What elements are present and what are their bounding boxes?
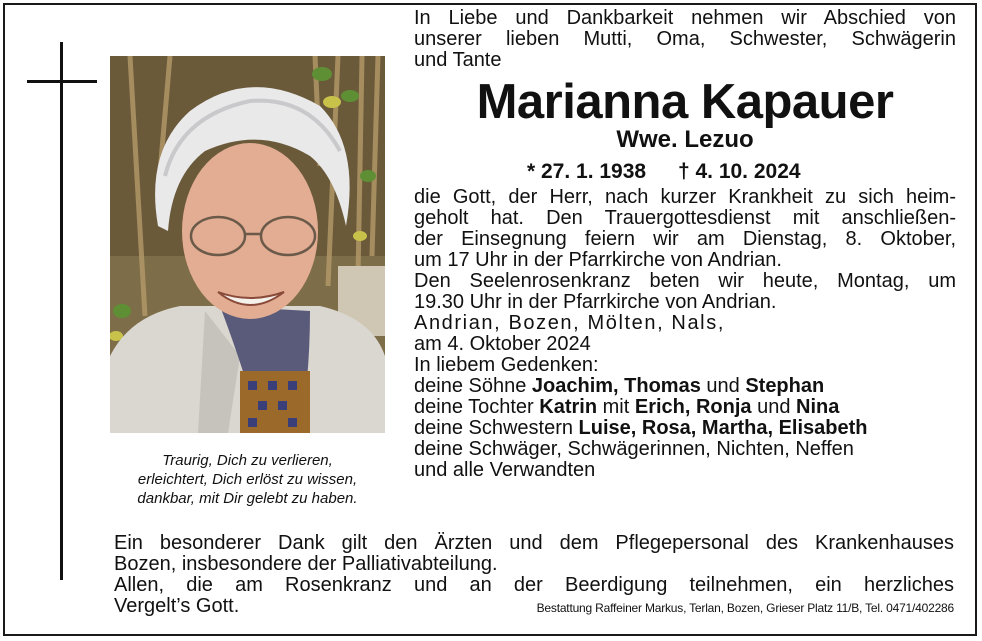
body-line: die Gott, der Herr, nach kurzer Krankheit zu sich heim- — [414, 186, 956, 208]
mourner-line-inlaws: deine Schwäger, Schwägerinnen, Nichten, Neffen — [414, 438, 854, 460]
body-line: der Einsegnung feiern wir am Dienstag, 8. Oktober, — [414, 228, 956, 250]
mourner-line-sisters — [414, 418, 956, 439]
funeral-home-imprint: Bestattung Raffeiner Markus, Terlan, Bozen, Grieser Platz 11/B, Tel. 0471/402286 — [536, 601, 954, 615]
intro-line: und Tante — [414, 49, 502, 71]
mourner-names: Stephan — [745, 375, 825, 397]
cross-vertical-bar — [60, 42, 63, 580]
mourner-connector: mit — [597, 396, 635, 418]
quote-line: dankbar, mit Dir gelebt zu haben. — [137, 490, 358, 507]
places-line: Andrian, Bozen, Mölten, Nals, — [414, 312, 725, 334]
intro-line: unserer lieben Mutti, Oma, Schwester, Schwägerin — [414, 28, 956, 50]
date-line: am 4. Oktober 2024 — [414, 333, 591, 355]
portrait-photo — [110, 56, 385, 433]
mourner-line-sons — [414, 376, 956, 397]
quote-line: erleichtert, Dich erlöst zu wissen, — [137, 471, 358, 488]
thanks-section — [114, 533, 954, 617]
thanks-line: Vergelt’s Gott. — [114, 595, 240, 617]
mourner-names: Erich, Ronja — [634, 396, 752, 418]
body-line: geholt hat. Den Trauergottesdienst mit anschließen- — [414, 207, 956, 229]
mourner-prefix: deine Tochter — [414, 396, 540, 418]
mourner-connector: und — [700, 375, 746, 397]
intro-text — [414, 8, 956, 71]
mourner-line-relatives: und alle Verwandten — [414, 459, 596, 481]
notice-text-column — [414, 8, 956, 481]
cross-horizontal-bar — [27, 80, 97, 83]
widowed-name: Wwe. Lezuo — [616, 126, 754, 153]
life-dates — [414, 159, 956, 185]
thanks-line: Bozen, insbesondere der Palliativabteilung. — [114, 553, 498, 575]
memory-heading: In liebem Gedenken: — [414, 354, 599, 376]
mourner-names: Luise, Rosa, Martha, Elisabeth — [578, 417, 868, 439]
thanks-line: Allen, die am Rosenkranz und an der Beerdigung teilnehmen, ein herzliches — [114, 574, 954, 596]
death-date: † 4. 10. 2024 — [677, 160, 801, 183]
mourner-names: Joachim, Thomas — [531, 375, 701, 397]
birth-date: * 27. 1. 1938 — [527, 160, 647, 183]
memorial-quote — [110, 451, 385, 508]
mourner-connector: und — [751, 396, 797, 418]
thanks-line: Ein besonderer Dank gilt den Ärzten und dem Pflegepersonal des Krankenhauses — [114, 532, 954, 554]
intro-line: In Liebe und Dankbarkeit nehmen wir Abschied von — [414, 7, 956, 29]
body-line: 19.30 Uhr in der Pfarrkirche von Andrian. — [414, 291, 777, 313]
deceased-name: Marianna Kapauer — [476, 75, 894, 129]
mourner-prefix: deine Schwestern — [414, 417, 579, 439]
footer-row — [114, 596, 954, 617]
quote-line: Traurig, Dich zu verlieren, — [162, 452, 333, 469]
mourner-prefix: deine Söhne — [414, 375, 532, 397]
body-line: Den Seelenrosenkranz beten wir heute, Montag, um — [414, 270, 956, 292]
body-line: um 17 Uhr in der Pfarrkirche von Andrian. — [414, 249, 782, 271]
mourner-names: Nina — [796, 396, 840, 418]
mourners-list — [414, 376, 956, 481]
mourner-names: Katrin — [539, 396, 598, 418]
announcement-text — [414, 187, 956, 376]
mourner-line-daughter — [414, 397, 956, 418]
